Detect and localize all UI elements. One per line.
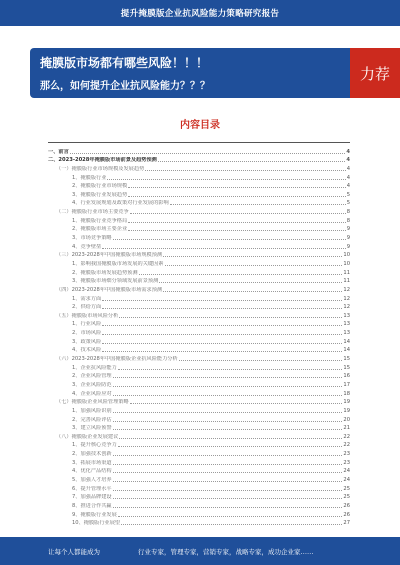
toc-entry-title: 2、加强技术创新 [72,451,112,458]
toc-entry-page: 24 [343,468,350,475]
toc-entry-page: 19 [343,407,350,414]
toc-entry-page: 27 [343,520,350,527]
toc-entry-page: 22 [343,442,350,449]
toc-dot-leader [113,463,343,465]
toc-entry-page: 13 [343,321,350,328]
toc-entry-page: 23 [343,451,350,458]
toc-entry-page: 4 [346,183,350,190]
toc-dot-leader [113,238,346,240]
toc-entry-title: 1、加强风险识别 [72,407,112,414]
toc-dot-leader [102,247,345,249]
toc-entry-title: 10、掩膜版行业展望 [72,520,121,527]
toc-entry[interactable] [48,310,350,319]
toc-dot-leader [179,359,343,361]
toc-entry-title: 4、技术风险 [72,347,102,354]
toc-entry-page: 12 [343,295,350,302]
toc-divider [48,142,350,143]
toc-entry-title: 1、掩膜版行业 [72,174,107,181]
toc-entry[interactable] [48,474,350,483]
toc-entry[interactable] [48,362,350,371]
toc-entry[interactable] [48,466,350,475]
toc-entry[interactable] [48,172,350,181]
toc-entry-title: 3、市场竞争策略 [72,235,112,242]
toc-title: 内容目录 [180,120,220,131]
toc-entry[interactable] [48,302,350,311]
toc-dot-leader [113,489,343,491]
toc-dot-leader [170,203,346,205]
toc-entry-page: 20 [343,416,350,423]
toc-entry-title: 3、掩膜版市场细分领域发展前景预测 [72,278,159,285]
toc-entry-title: 3、企业风险防范 [72,381,112,388]
toc-entry-title: 2、掩膜版行业市场规模 [72,183,128,190]
toc-dot-leader [113,506,343,508]
footer-roles-text: 行业专家，管理专家，营销专家，战略专家，成功企业家…… [138,548,314,556]
toc-entry[interactable] [48,371,350,380]
toc-dot-leader [121,523,342,525]
toc-entry-page: 16 [343,373,350,380]
toc-entry[interactable] [48,258,350,267]
toc-entry-title: 2、市场风险 [72,330,102,337]
toc-entry-page: 5 [346,200,350,207]
toc-entry-page: 8 [346,217,350,224]
toc-entry-title: 1、需求方面 [72,295,102,302]
toc-entry-page: 12 [343,286,350,293]
toc-entry-page: 21 [343,425,350,432]
toc-dot-leader [113,420,343,422]
toc-entry-title: 3、拓展市场渠道 [72,459,112,466]
footer-bar [0,537,400,565]
toc-entry-title: 2、企业风险管理 [72,373,112,380]
toc-dot-leader [163,255,342,257]
toc-dot-leader [102,350,342,352]
toc-dot-leader [102,299,342,301]
toc-dot-leader [163,290,342,292]
toc-entry-title: 4、竞争壁垒 [72,243,102,250]
toc-entry[interactable] [48,336,350,345]
toc-entry-title: （四）2023-2028年中国掩膜版市场需求预测 [56,286,163,293]
toc-entry-title: 2、完善风险评估 [72,416,112,423]
toc-entry-title: 8、推进合作共赢 [72,502,112,509]
toc-entry-title: （五）掩膜版市场风险分析 [56,312,119,319]
toc-dot-leader [159,281,342,283]
toc-entry[interactable] [48,155,350,164]
toc-entry[interactable] [48,405,350,414]
toc-entry-page: 22 [343,433,350,440]
toc-dot-leader [139,273,343,275]
toc-entry-page: 13 [343,330,350,337]
toc-entry-page: 25 [343,494,350,501]
toc-entry[interactable] [48,181,350,190]
brand-name: 力荐 [359,64,390,83]
toc-entry-title: （八）掩膜版企业发展建议 [56,433,119,440]
toc-entry[interactable] [48,448,350,457]
toc-entry-page: 25 [343,485,350,492]
toc-entry[interactable] [48,379,350,388]
toc-dot-leader [107,178,345,180]
toc-dot-leader [128,195,346,197]
toc-dot-leader [130,212,346,214]
toc-entry-page: 12 [343,304,350,311]
toc-entry[interactable] [48,431,350,440]
toc-dot-leader [145,169,345,171]
toc-entry-page: 26 [343,502,350,509]
toc-entry[interactable] [48,327,350,336]
footer-lead-text: 让每个人都能成为 [48,548,100,556]
question-banner [30,48,352,98]
toc-dot-leader [113,480,343,482]
toc-dot-leader [70,152,346,154]
toc-entry-title: 4、行业发展规划及政策对行业发展的影响 [72,200,169,207]
toc-dot-leader [113,471,343,473]
toc-entry-page: 19 [343,399,350,406]
report-title: 提升掩膜版企业抗风险能力策略研究报告 [120,9,280,19]
toc-entry-title: 1、影响我国掩膜版市场发展的关键因素 [72,260,164,267]
brand-badge [350,48,400,98]
toc-entry-title: （二）掩膜版行业市场主要竞争 [56,209,129,216]
toc-entry[interactable] [48,319,350,328]
toc-entry[interactable] [48,198,350,207]
toc-entry[interactable] [48,284,350,293]
toc-entry-page: 4 [346,174,350,181]
toc-entry-page: 23 [343,459,350,466]
toc-entry-title: 2、掩膜版市场发展趋势预测 [72,269,138,276]
toc-dot-leader [130,402,343,404]
table-of-contents [48,146,350,534]
toc-entry-page: 14 [343,338,350,345]
toc-entry[interactable] [48,440,350,449]
toc-entry-page: 13 [343,312,350,319]
banner-headline: 掩膜版市场都有哪些风险！！！ [40,56,209,70]
toc-entry[interactable] [48,189,350,198]
toc-entry[interactable] [48,276,350,285]
toc-entry[interactable] [48,397,350,406]
toc-dot-leader [128,229,346,231]
toc-entry-page: 9 [346,226,350,233]
toc-entry[interactable] [48,224,350,233]
toc-entry-page: 11 [343,278,350,285]
toc-entry-page: 11 [343,269,350,276]
toc-dot-leader [119,316,342,318]
toc-entry-title: 2、供给方面 [72,304,102,311]
toc-entry-page: 9 [346,235,350,242]
toc-entry-page: 26 [343,511,350,518]
toc-entry[interactable] [48,215,350,224]
toc-entry-title: 3、政策风险 [72,338,102,345]
toc-entry-title: （七）掩膜版企业风险管理策略 [56,399,129,406]
toc-entry[interactable] [48,267,350,276]
toc-entry[interactable] [48,457,350,466]
toc-entry-title: 1、企业抗风险能力 [72,364,117,371]
toc-entry-page: 17 [343,381,350,388]
toc-dot-leader [113,497,343,499]
toc-dot-leader [113,411,343,413]
toc-entry-title: 二、2023-2028年掩膜版市场前景及趋势预测 [48,157,157,164]
toc-entry[interactable] [48,206,350,215]
toc-entry-page: 18 [343,390,350,397]
toc-entry-title: 一、前言 [48,148,69,155]
banner-subheadline: 那么，如何提升企业抗风险能力？？？ [40,81,210,92]
toc-entry[interactable] [48,232,350,241]
toc-dot-leader [113,454,343,456]
toc-entry[interactable] [48,241,350,250]
toc-entry-page: 5 [346,191,350,198]
toc-entry-title: 1、掩膜版行业竞争格局 [72,217,128,224]
toc-entry[interactable] [48,500,350,509]
toc-entry-page: 10 [343,252,350,259]
toc-entry[interactable] [48,146,350,155]
toc-entry-title: 6、提升管理水平 [72,485,112,492]
toc-dot-leader [158,160,346,162]
toc-dot-leader [118,445,343,447]
report-header-bar [0,0,400,26]
toc-entry-title: 5、加强人才培养 [72,476,112,483]
toc-entry-page: 24 [343,476,350,483]
toc-dot-leader [119,437,342,439]
toc-entry[interactable] [48,163,350,172]
toc-entry[interactable] [48,492,350,501]
toc-entry-page: 4 [346,157,350,164]
toc-entry-page: 4 [346,165,350,172]
toc-entry-title: 3、掩膜版行业发展趋势 [72,191,128,198]
toc-dot-leader [128,186,346,188]
toc-entry-page: 14 [343,347,350,354]
toc-entry[interactable] [48,250,350,259]
toc-entry[interactable] [48,509,350,518]
toc-dot-leader [113,376,343,378]
toc-entry[interactable] [48,353,350,362]
toc-dot-leader [165,264,343,266]
toc-entry-page: 8 [346,209,350,216]
toc-dot-leader [102,342,342,344]
toc-entry-page: 4 [346,148,350,155]
toc-entry[interactable] [48,423,350,432]
toc-entry[interactable] [48,345,350,354]
toc-entry-title: 4、优化产品结构 [72,468,112,475]
toc-entry-title: （六）2023-2028年中国掩膜版企业抗风险能力分析 [56,356,178,363]
toc-dot-leader [128,221,346,223]
toc-entry-title: （三）2023-2028年中国掩膜版市场规模预测 [56,252,163,259]
toc-entry-title: 2、掩膜版市场主要企业 [72,226,128,233]
toc-entry-title: 4、企业风险应对 [72,390,112,397]
toc-entry-title: （一）掩膜版行业市场规模及发展趋势 [56,165,145,172]
toc-dot-leader [102,307,342,309]
toc-entry-title: 3、建立风险预警 [72,425,112,432]
toc-entry[interactable] [48,518,350,527]
toc-entry-title: 9、掩膜版行业发展 [72,511,117,518]
toc-entry-title: 1、提升核心竞争力 [72,442,117,449]
toc-entry[interactable] [48,483,350,492]
toc-entry-title: 7、加强品牌建设 [72,494,112,501]
toc-entry-page: 10 [343,260,350,267]
toc-entry[interactable] [48,293,350,302]
toc-entry[interactable] [48,388,350,397]
toc-dot-leader [102,324,342,326]
toc-entry-page: 9 [346,243,350,250]
toc-dot-leader [113,385,343,387]
toc-dot-leader [113,428,343,430]
toc-dot-leader [113,394,343,396]
toc-entry-title: 1、行业风险 [72,321,102,328]
toc-dot-leader [118,515,343,517]
toc-dot-leader [102,333,342,335]
toc-dot-leader [118,368,343,370]
toc-entry-page: 15 [343,364,350,371]
toc-entry[interactable] [48,414,350,423]
toc-entry-page: 15 [343,356,350,363]
